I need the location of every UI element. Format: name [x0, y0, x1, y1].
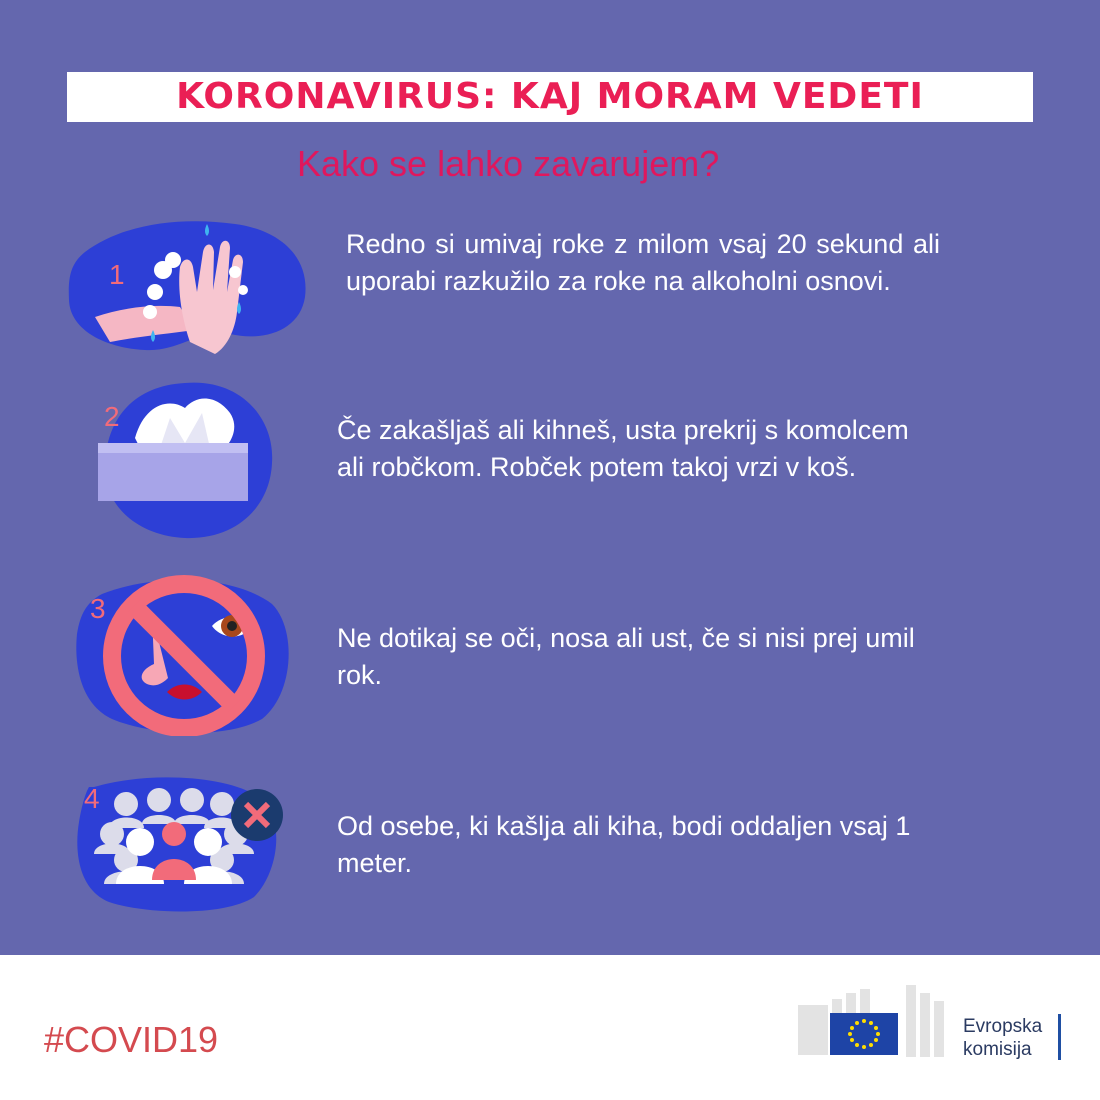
tissue-box-icon [90, 378, 280, 543]
step-text-2: Če zakašljaš ali kihneš, usta prekrij s komolcem ali robčkom. Robček potem takoj vrzi v koš. [337, 415, 909, 482]
logo-line-1: Evropska [963, 1016, 1043, 1037]
page-subtitle: Kako se lahko zavarujem? [297, 143, 720, 184]
step-text-3: Ne dotikaj se oči, nosa ali ust, če si nisi prej umil rok. [337, 623, 915, 690]
no-face-touching-icon [72, 574, 297, 736]
eu-commission-name [963, 1015, 1042, 1061]
handwashing-icon [65, 212, 315, 367]
crowd-distance-icon [74, 772, 289, 914]
step-number: 2 [104, 401, 120, 432]
title-bar [67, 72, 1033, 122]
step-number: 3 [90, 593, 106, 624]
step-number: 1 [109, 259, 125, 290]
logo-line-2: komisija [963, 1039, 1032, 1060]
step-text-1: Redno si umivaj roke z milom vsaj 20 sekund ali uporabi razkužilo za roke na alkoholni osnovi. [346, 229, 940, 296]
hashtag: #COVID19 [44, 1019, 219, 1060]
page-title: KORONAVIRUS: KAJ MORAM VEDETI [176, 76, 924, 117]
logo-divider [1058, 1014, 1061, 1060]
step-number: 4 [84, 783, 100, 814]
step-text-4: Od osebe, ki kašlja ali kiha, bodi oddaljen vsaj 1 meter. [337, 811, 911, 878]
